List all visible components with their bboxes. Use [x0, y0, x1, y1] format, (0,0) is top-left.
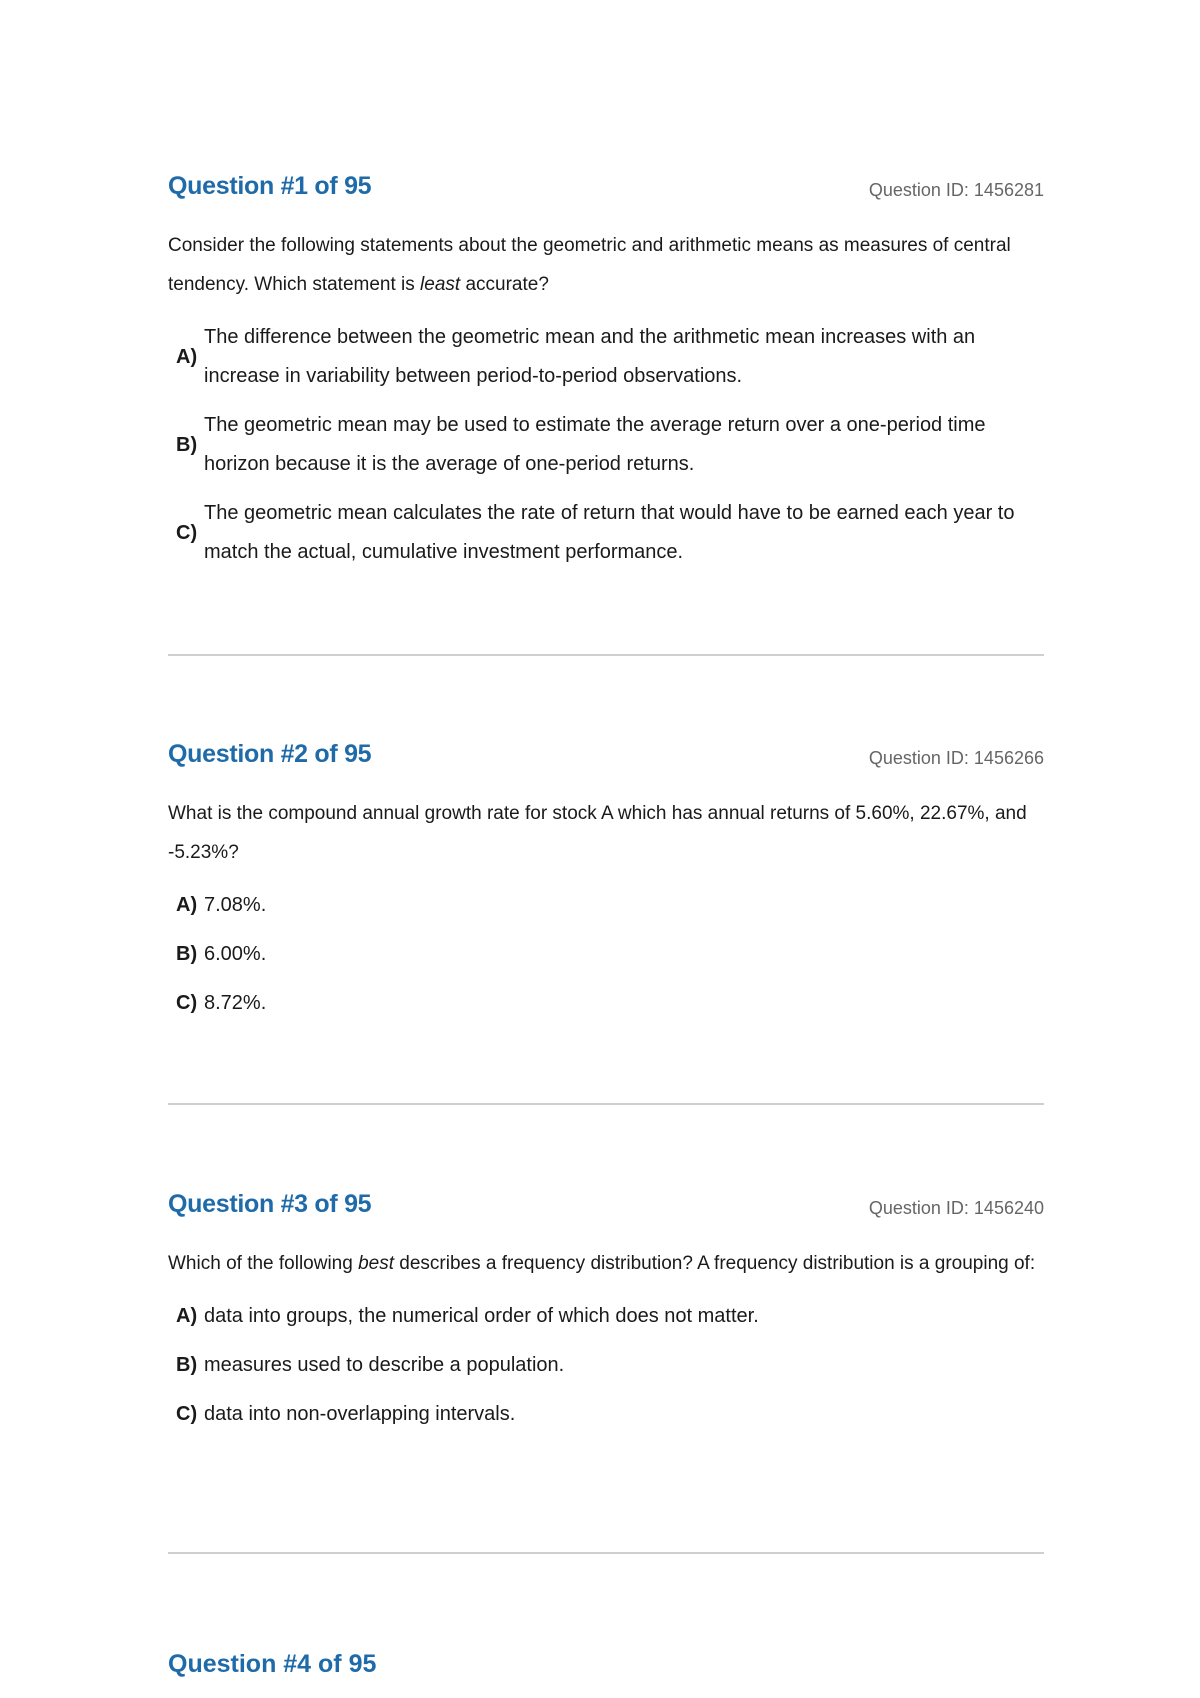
answer-option-c[interactable]: [168, 494, 1044, 572]
question-header: [168, 740, 1044, 780]
question-title: Question #3 of 95: [168, 1190, 372, 1218]
answer-letter: C): [176, 1403, 198, 1425]
question-id: Question ID: 1456281: [868, 180, 1044, 200]
answer-text: data into groups, the numerical order of which does not matter.: [204, 1305, 759, 1327]
question-text: [168, 226, 1044, 304]
answer-text: 8.72%.: [204, 992, 267, 1014]
answer-list: [168, 886, 1044, 1023]
answer-option-c[interactable]: [168, 984, 1044, 1023]
answer-letter: C): [176, 992, 198, 1014]
question-3: [168, 1190, 1044, 1444]
answer-text: The geometric mean calculates the rate of return that would have to be earned each year to match the actual, cumulative investment performance.: [204, 502, 1015, 563]
divider: [168, 654, 1044, 656]
question-text: [168, 1244, 1044, 1283]
question-text: [168, 794, 1044, 872]
answer-letter: A): [176, 345, 198, 368]
answer-text: data into non-overlapping intervals.: [204, 1403, 516, 1425]
answer-letter: C): [176, 521, 198, 544]
question-2: [168, 740, 1044, 1033]
question-text-part: describes a frequency distribution? A frequency distribution is a grouping of:: [394, 1253, 1036, 1274]
answer-option-a[interactable]: [168, 886, 1044, 925]
answer-letter: B): [176, 1354, 198, 1376]
answer-list: [168, 1297, 1044, 1434]
question-header: [168, 172, 1044, 212]
question-title: Question #2 of 95: [168, 740, 372, 768]
question-text-part: Which of the following: [168, 1253, 359, 1274]
answer-letter: A): [176, 894, 198, 916]
question-text-emphasis: best: [358, 1253, 395, 1274]
answer-text: The difference between the geometric mean and the arithmetic mean increases with an increase in variability between period-to-period observations.: [204, 326, 976, 387]
answer-letter: B): [176, 433, 198, 456]
answer-option-a[interactable]: [168, 318, 1044, 396]
question-text-part: What is the compound annual growth rate for stock A which has annual returns of 5.60%, 22.67%, and -5.23%?: [168, 803, 1027, 863]
answer-letter: A): [176, 1305, 198, 1327]
answer-option-b[interactable]: [168, 1346, 1044, 1385]
answer-option-a[interactable]: [168, 1297, 1044, 1336]
question-1: [168, 172, 1044, 582]
answer-text: The geometric mean may be used to estimate the average return over a one-period time horizon because it is the average of one-period returns.: [204, 414, 986, 475]
answer-text: 7.08%.: [204, 894, 267, 916]
question-text-part: Consider the following statements about the geometric and arithmetic means as measures of central tendency. Which statement is: [168, 235, 1011, 295]
question-id: Question ID: 1456266: [868, 748, 1044, 768]
next-question-title: Question #4 of 95: [168, 1650, 377, 1678]
answer-option-c[interactable]: [168, 1395, 1044, 1434]
question-header: [168, 1190, 1044, 1230]
question-id: Question ID: 1456240: [868, 1198, 1044, 1218]
answer-text: measures used to describe a population.: [204, 1354, 565, 1376]
answer-option-b[interactable]: [168, 406, 1044, 484]
answer-option-b[interactable]: [168, 935, 1044, 974]
divider: [168, 1552, 1044, 1554]
answer-list: [168, 318, 1044, 572]
question-title: Question #1 of 95: [168, 172, 372, 200]
answer-letter: B): [176, 943, 198, 965]
question-text-part: accurate?: [460, 274, 549, 295]
question-text-emphasis: least: [420, 274, 461, 295]
divider: [168, 1103, 1044, 1105]
answer-text: 6.00%.: [204, 943, 267, 965]
